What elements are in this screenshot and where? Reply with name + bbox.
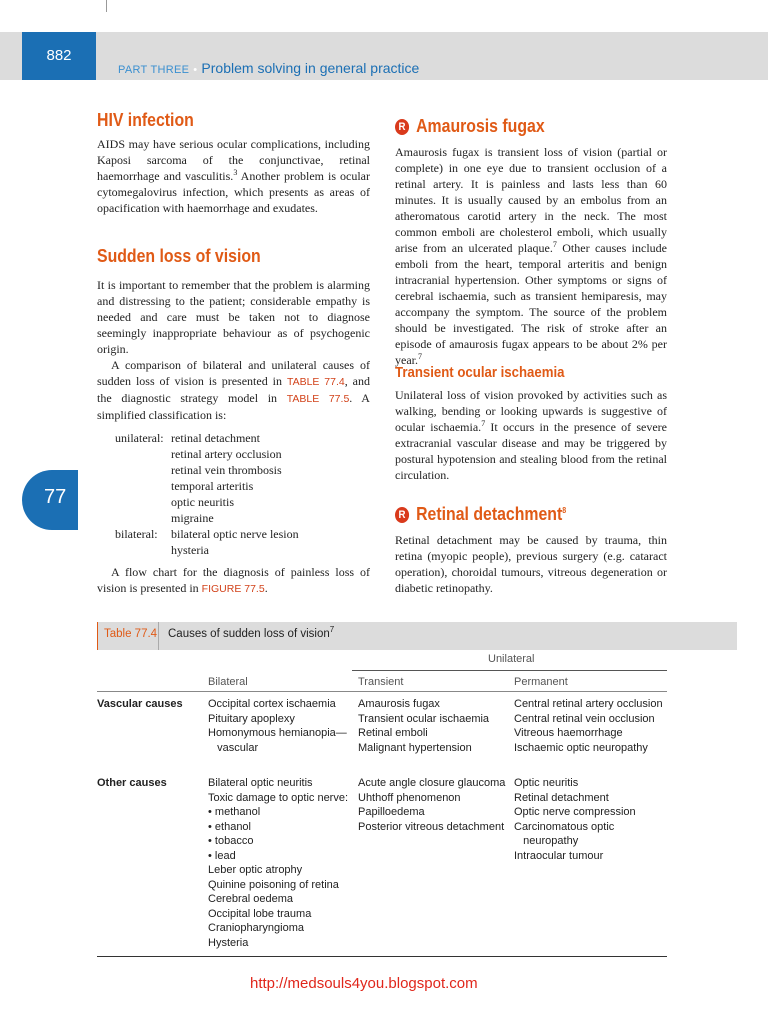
page-number: 882	[22, 32, 96, 80]
sudden-loss-heading: Sudden loss of vision	[97, 246, 261, 266]
table-77-5-link[interactable]: TABLE 77.5	[286, 393, 350, 405]
cell-line: neuropathy	[514, 835, 579, 847]
classification-row	[115, 446, 375, 462]
cell-line: • lead	[208, 849, 236, 862]
classification-row	[115, 478, 375, 494]
vascular-permanent-cell	[514, 697, 663, 755]
transient-text: Unilateral loss of vision provoked by activities such as walking, bending or looking upwards is suggestive of ocular ischaemia.	[395, 388, 667, 434]
p3-text: A flow chart for the diagnosis of painless loss of vision is presented in	[97, 565, 370, 595]
cell-line: vascular	[208, 741, 259, 754]
cell-line: Occipital lobe trauma	[208, 907, 312, 920]
classification-row	[115, 430, 375, 446]
hiv-heading: HIV infection	[97, 110, 194, 130]
row-label: Other causes	[97, 777, 167, 789]
cell-line: Acute angle closure glaucoma	[358, 777, 506, 789]
citation: 7	[481, 419, 486, 428]
cell-line: Posterior vitreous detachment	[358, 820, 505, 833]
table-label: Table 77.4	[104, 628, 158, 640]
classification-row	[115, 526, 375, 542]
list-item: temporal arteritis	[171, 479, 254, 493]
list-item: retinal artery occlusion	[171, 447, 282, 461]
retinal-detachment-paragraph: Retinal detachment may be caused by trauma, thin retina (myopic people), previous surgery (e.g. cataract operation), choroidal tumours, vitreous degeneration or diabetic retinopathy.	[395, 533, 667, 595]
crop-mark	[106, 0, 107, 12]
cell-line: Retinal emboli	[358, 727, 428, 739]
cell-line: • ethanol	[208, 820, 251, 833]
cell-line: Hysteria	[208, 936, 249, 949]
p2-text-cont: , and the diagnostic strategy model in	[97, 374, 371, 405]
amaurosis-text-cont: Other causes include emboli from the heart, temporal arteritis and benign intracranial hypertension. Other symptoms or signs of cerebral ischaemia, such as transient hemiparesis, may accompany the symptom. The source of the problem should be investigated. The risk of stroke after an episode of amaurosis fugax appears to be about 2% per year.	[395, 241, 667, 367]
list-item: retinal vein thrombosis	[171, 463, 282, 477]
red-flag-icon: R	[395, 507, 409, 523]
hiv-text: AIDS may have serious ocular complications, including Kaposi sarcoma of the conjunctivae, retinal haemorrhage and vasculitis.	[97, 137, 370, 183]
other-permanent-cell	[514, 776, 636, 863]
p2-text: A comparison of bilateral and unilateral causes of sudden loss of vision is presented in	[97, 358, 370, 388]
list-item: retinal detachment	[171, 431, 260, 445]
chapter-tab	[22, 470, 78, 530]
other-bilateral-cell	[208, 776, 348, 950]
citation: 3	[233, 168, 238, 177]
table-bottom-rule	[97, 956, 667, 957]
classification-row	[115, 462, 375, 478]
amaurosis-heading	[395, 116, 545, 137]
cell-line: Occipital cortex ischaemia	[208, 698, 336, 710]
cell-line: Optic neuritis	[514, 777, 579, 789]
citation: 7	[329, 625, 335, 635]
transient-text-cont: It occurs in the presence of severe extracranial vascular disease and may be triggered by postural hypotension and stealing blood from the retinal circulation.	[395, 420, 667, 482]
citation: 7	[418, 352, 422, 361]
cell-line: Carcinomatous optic	[514, 820, 615, 833]
p2-text-end: . A simplified classification is:	[97, 391, 370, 422]
classification-list	[115, 430, 375, 558]
separator-dot: •	[193, 64, 198, 76]
cell-line: Malignant hypertension	[358, 741, 472, 754]
cell-line: Amaurosis fugax	[358, 698, 440, 710]
hiv-paragraph	[97, 136, 370, 216]
flowchart-paragraph	[97, 564, 370, 597]
p3-text-end: .	[264, 581, 268, 595]
other-transient-cell	[358, 776, 505, 834]
cell-line: Cerebral oedema	[208, 893, 293, 905]
cell-line: Toxic damage to optic nerve:	[208, 791, 349, 804]
citation: 8	[562, 506, 567, 515]
cell-line: Vitreous haemorrhage	[514, 727, 623, 739]
classification-row	[115, 542, 375, 558]
table-title	[168, 625, 335, 640]
col-transient: Transient	[358, 676, 404, 688]
hiv-text-cont: Another problem is ocular cytomegalovirus infection, which presents as areas of opacification with haemorrhage and exudates.	[97, 169, 370, 215]
cell-line: Quinine poisoning of retina	[208, 878, 339, 891]
cell-line: Pituitary apoplexy	[208, 712, 295, 725]
part-number: PART THREE	[118, 64, 190, 76]
chapter-number: 77	[44, 486, 67, 508]
amaurosis-title: Amaurosis fugax	[416, 116, 545, 136]
list-item: hysteria	[171, 543, 209, 557]
header-rule	[97, 691, 667, 692]
table-title-text: Causes of sudden loss of vision	[168, 628, 330, 640]
cell-line: Retinal detachment	[514, 791, 609, 804]
cell-line: Transient ocular ischaemia	[358, 712, 490, 725]
classification-row	[115, 494, 375, 510]
unilateral-header: Unilateral	[488, 653, 535, 665]
cell-line: Leber optic atrophy	[208, 864, 303, 876]
transient-ischaemia-paragraph	[395, 387, 667, 483]
list-item: bilateral optic nerve lesion	[171, 527, 299, 541]
table-label-box	[97, 622, 159, 650]
amaurosis-paragraph	[395, 144, 667, 368]
list-item: optic neuritis	[171, 495, 234, 509]
cell-line: • methanol	[208, 806, 261, 818]
amaurosis-text: Amaurosis fugax is transient loss of vision (partial or complete) in one eye due to transient occlusion of a retinal artery. It is painless and lasts less than 60 minutes. It is usually caused by an embolus from an atheromatous carotid artery in the neck. The most common emboli are cholesterol emboli, which usually arise from an ulcerated plaque.	[395, 145, 667, 255]
row-label: Vascular causes	[97, 698, 183, 710]
sudden-loss-paragraph-1: It is important to remember that the problem is alarming and distressing to the patient; considerable empathy is needed and care must be taken not to diagnose seemingly inappropriate behaviour as of psychogenic origin.	[97, 278, 370, 356]
red-flag-icon: R	[395, 119, 409, 135]
cell-line: Craniopharyngioma	[208, 922, 304, 934]
part-label	[118, 60, 419, 76]
cell-line: Papilloedema	[358, 806, 425, 818]
part-title: Problem solving in general practice	[201, 60, 420, 76]
vascular-bilateral-cell	[208, 697, 347, 755]
retinal-title: Retinal detachment	[416, 504, 563, 524]
list-item: migraine	[171, 511, 214, 525]
citation: 7	[552, 240, 557, 249]
figure-77-5-link[interactable]: FIGURE 77.5	[201, 583, 265, 595]
bilateral-label: bilateral:	[115, 527, 158, 541]
col-permanent: Permanent	[514, 676, 568, 688]
cell-line: Optic nerve compression	[514, 806, 636, 818]
cell-line: Bilateral optic neuritis	[208, 777, 313, 789]
col-bilateral: Bilateral	[208, 676, 248, 688]
retinal-detachment-heading	[395, 504, 566, 525]
sudden-loss-paragraph-2	[97, 357, 370, 423]
cell-line: • tobacco	[208, 835, 254, 847]
unilateral-label: unilateral:	[115, 431, 164, 445]
cell-line: Homonymous hemianopia—	[208, 727, 347, 739]
cell-line: Ischaemic optic neuropathy	[514, 741, 648, 754]
vascular-transient-cell	[358, 697, 489, 755]
transient-ischaemia-heading: Transient ocular ischaemia	[395, 364, 565, 381]
watermark-bottom[interactable]: http://medsouls4you.blogspot.com	[250, 975, 478, 992]
cell-line: Central retinal vein occlusion	[514, 712, 655, 725]
cell-line: Central retinal artery occlusion	[514, 698, 663, 710]
classification-row	[115, 510, 375, 526]
cell-line: Intraocular tumour	[514, 849, 604, 862]
cell-line: Uhthoff phenomenon	[358, 791, 461, 804]
row-label-vascular	[97, 697, 183, 712]
table-77-4-link[interactable]: TABLE 77.4	[286, 376, 345, 388]
unilateral-rule	[352, 670, 667, 671]
row-label-other	[97, 776, 167, 791]
